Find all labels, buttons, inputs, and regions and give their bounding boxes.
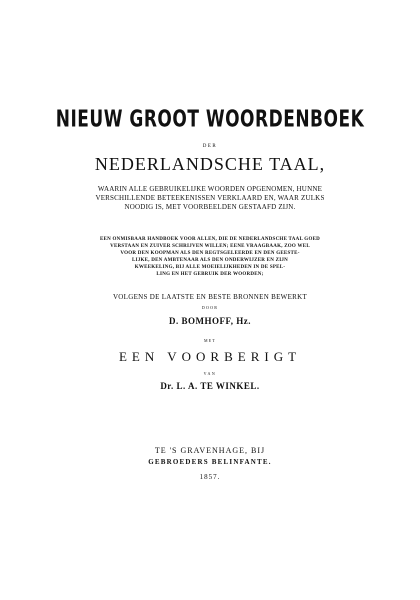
- subtext-line: VOOR DEN KOOPMAN ALS DEN REGTSGELEERDE EN DEN GEESTE-: [120, 251, 300, 256]
- editor-name: Dr. L. A. TE WINKEL.: [160, 381, 260, 391]
- subtext-line: VERSTAAN EN ZUIVER SCHRIJVEN WILLEN; EENE VRAAGBAAK, ZOO WEL: [110, 244, 310, 249]
- author-name: D. BOMHOFF, Hz.: [169, 316, 251, 326]
- language-title: NEDERLANDSCHE TAAL,: [94, 154, 326, 174]
- main-title: NIEUW GROOT WOORDENBOEK: [55, 106, 365, 133]
- publication-year: 1857.: [199, 473, 221, 481]
- title-der: DER: [202, 144, 218, 149]
- van-label: VAN: [203, 371, 217, 376]
- door-label: DOOR: [201, 305, 219, 310]
- description-line: VERSCHILLENDE BETEEKENISSEN VERKLAARD EN, WAAR ZULKS: [95, 194, 325, 202]
- subtext-line: EEN ONMISBAAR HANDBOEK VOOR ALLEN, DIE DE NEDERLANDSCHE TAAL GOED: [99, 237, 321, 242]
- publisher-name: GEBROEDERS BELINFANTE.: [148, 458, 272, 466]
- imprint-place: TE 'S GRAVENHAGE, BIJ: [154, 446, 266, 455]
- description-line: WAARIN ALLE GEBRUIKELIJKE WOORDEN OPGENOMEN, HUNNE: [97, 185, 323, 193]
- subtext-line: LING EN HET GEBRUIK DER WOORDEN;: [156, 272, 264, 277]
- subtext-line: KWEEKELING, BIJ ALLE MOEIELIJKHEDEN IN DE SPEL-: [134, 265, 286, 270]
- subtext-line: LIJKE, DEN AMBTENAAR ALS DEN ONDERWIJZER EN ZIJN: [131, 258, 289, 263]
- sources-line: VOLGENS DE LAATSTE EN BESTE BRONNEN BEWERKT: [112, 293, 308, 301]
- met-label: MET: [203, 338, 217, 343]
- foreword-title: EEN VOORBERIGT: [118, 349, 302, 364]
- description-line: NOODIG IS, MET VOORBEELDEN GESTAAFD ZIJN.: [124, 203, 296, 211]
